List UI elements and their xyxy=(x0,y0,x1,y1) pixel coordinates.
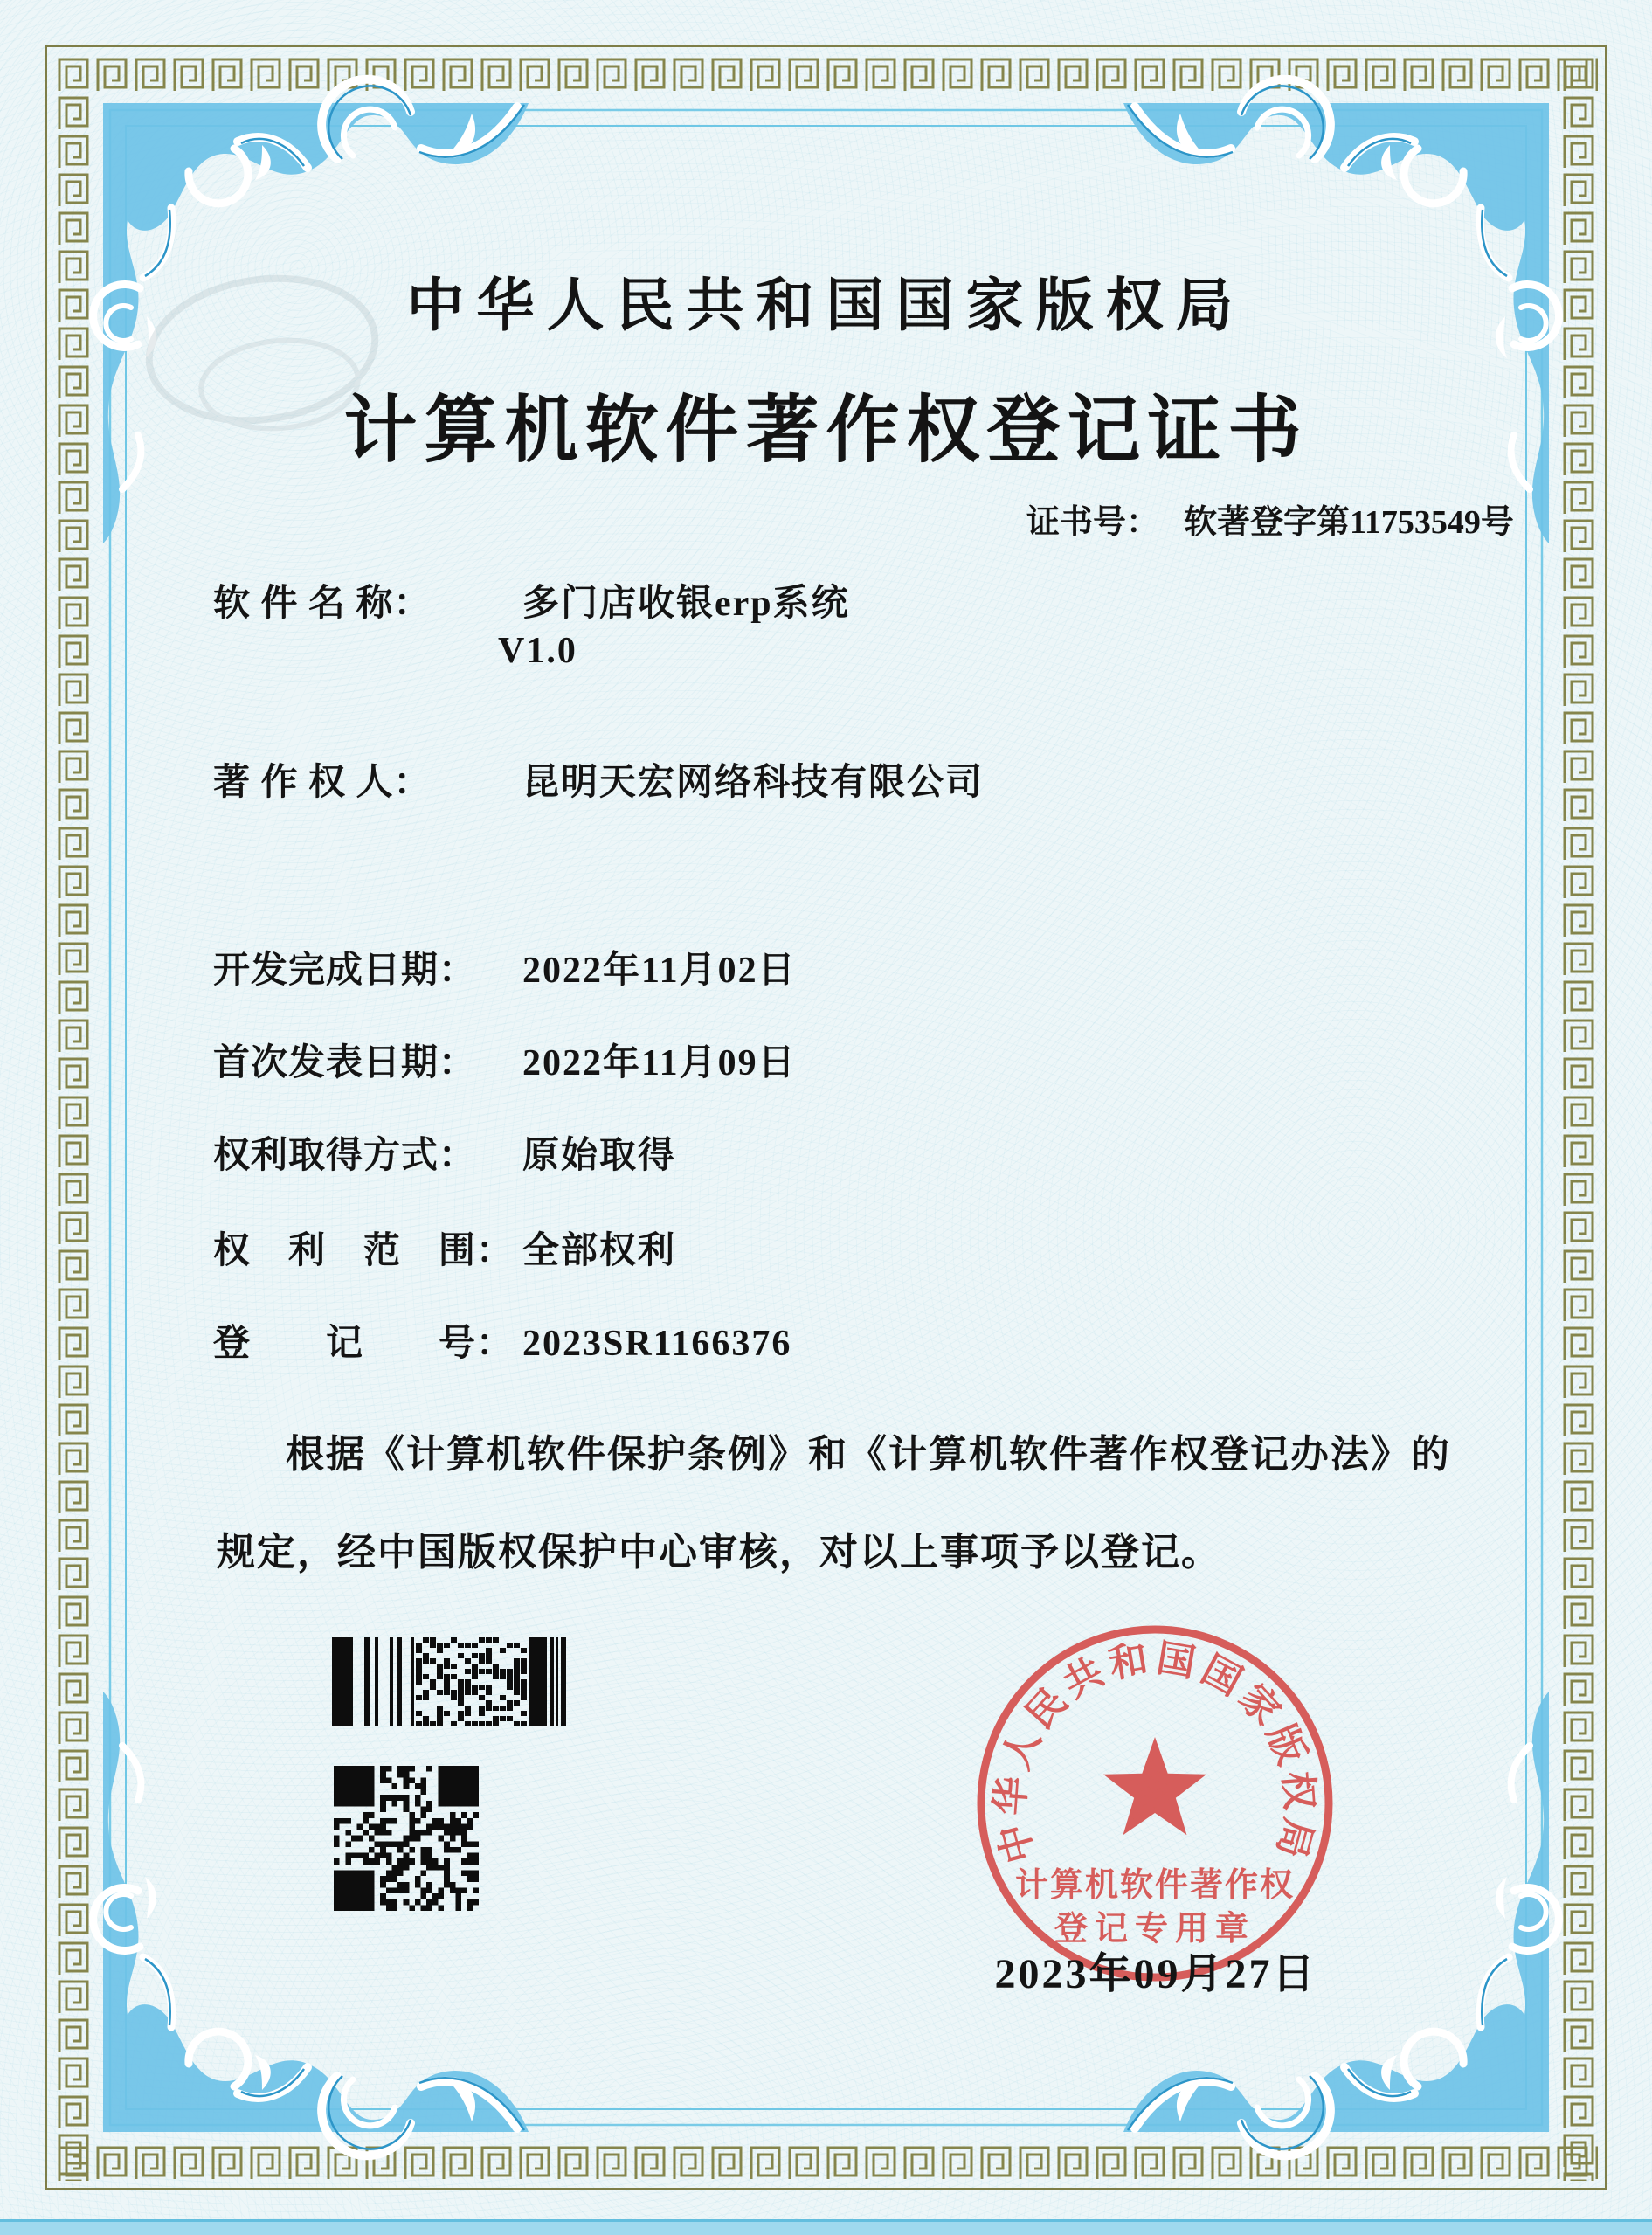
bottom-edge-strip xyxy=(0,2219,1652,2235)
stamp-star-icon xyxy=(1103,1737,1206,1835)
outer-border-line xyxy=(46,46,1606,2189)
certificate-title: 计算机软件著作权登记证书 xyxy=(343,391,1309,472)
corner-ornament-bottom-left xyxy=(93,1692,529,2155)
field-value-first-publish-date: 2022年11月09日 xyxy=(522,1043,797,1083)
field-label-software-name: 软 件 名 称： xyxy=(213,584,432,624)
certificate-number xyxy=(1026,506,1514,539)
issue-date: 2023年09月27日 xyxy=(994,1951,1317,1997)
field-value-dev-complete-date: 2022年11月02日 xyxy=(522,951,797,991)
qr-code xyxy=(334,1766,479,1911)
field-label-registration-number: 登 记 号： xyxy=(213,1324,515,1364)
stamp-line-1: 计算机软件著作权 xyxy=(1014,1867,1296,1904)
field-label-copyright-owner: 著 作 权 人： xyxy=(213,763,432,803)
cert-no-label: 证书号： xyxy=(1026,504,1160,541)
official-stamp xyxy=(952,1599,1363,2010)
statement-line-2: 规定，经中国版权保护中心审核，对以上事项予以登记。 xyxy=(217,1531,1221,1574)
cert-no-value: 软著登字第11753549号 xyxy=(1184,504,1514,541)
greek-key-border xyxy=(54,54,1598,2181)
barcode xyxy=(332,1637,571,1726)
field-label-rights-acquisition: 权利取得方式： xyxy=(213,1136,477,1176)
field-value-software-name: 多门店收银erp系统 xyxy=(522,584,850,624)
field-value-rights-acquisition: 原始取得 xyxy=(522,1136,677,1176)
field-value-software-version: V1.0 xyxy=(498,631,577,671)
field-value-copyright-owner: 昆明天宏网络科技有限公司 xyxy=(522,763,985,803)
field-label-first-publish-date: 首次发表日期： xyxy=(213,1043,477,1083)
field-value-registration-number: 2023SR1166376 xyxy=(522,1324,792,1364)
authority-title: 中华人民共和国国家版权局 xyxy=(406,274,1246,338)
field-label-dev-complete-date: 开发完成日期： xyxy=(213,951,477,991)
field-label-rights-scope: 权 利 范 围： xyxy=(213,1231,515,1271)
field-value-rights-scope: 全部权利 xyxy=(522,1231,677,1271)
statement-line-1: 根据《计算机软件保护条例》和《计算机软件著作权登记办法》的 xyxy=(286,1433,1451,1476)
stamp-ring-text: 中华人民共和国国家版权局 xyxy=(988,1636,1322,1868)
stamp-line-2: 登记专用章 xyxy=(1054,1911,1256,1948)
